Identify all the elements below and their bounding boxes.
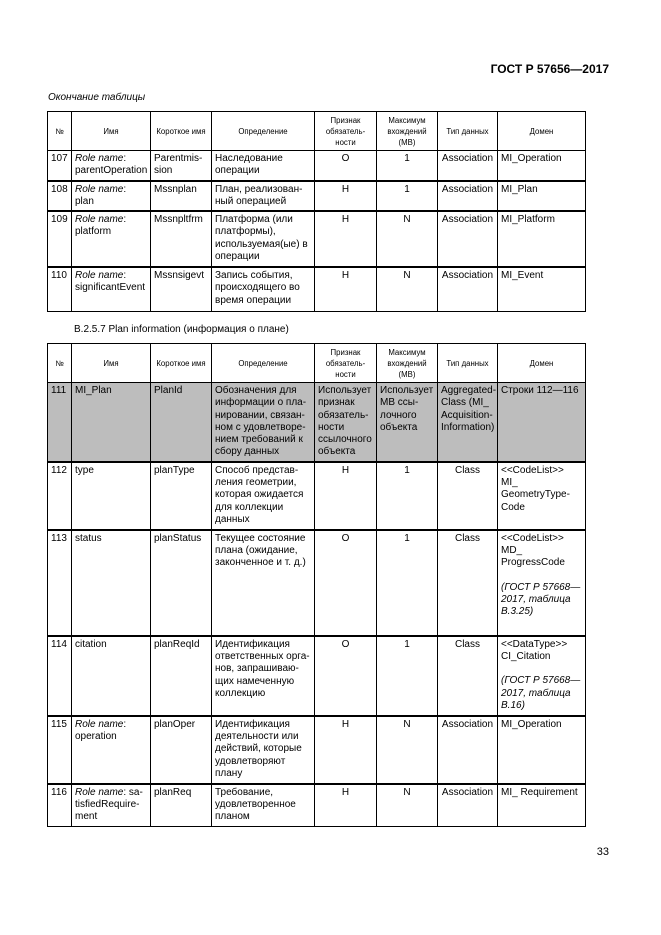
cell-name: [72, 211, 151, 267]
cell-num: 116: [48, 784, 72, 826]
cell-flag: Н: [315, 784, 377, 826]
cell-num: 115: [48, 716, 72, 784]
table-row: [48, 211, 586, 267]
col-header: Признак обязательности: [315, 112, 377, 151]
table-row: [48, 784, 586, 826]
domain-reference: (ГОСТ Р 57668—2017, таблица В.3.25): [501, 581, 581, 618]
cell-short: planReq: [151, 784, 212, 826]
cell-max: N: [377, 267, 438, 311]
cell-num: 107: [48, 151, 72, 181]
col-header: Короткое имя: [151, 344, 212, 383]
page-number: 33: [596, 846, 609, 858]
cell-max: 1: [377, 151, 438, 181]
cell-type: Class: [438, 530, 498, 636]
name-prefix: Role name: [75, 270, 124, 282]
table-row: [48, 151, 586, 181]
col-header: Имя: [72, 344, 151, 383]
domain-reference: (ГОСТ Р 57668—2017, таблица В.16): [501, 675, 581, 711]
cell-type: Association: [438, 151, 498, 181]
col-header: №: [48, 344, 72, 383]
table-row: [48, 267, 586, 311]
cell-def: Наследование операции: [212, 151, 315, 181]
col-header: Домен: [498, 112, 586, 151]
cell-name: [72, 716, 151, 784]
cell-domain: <<CodeList>> MI_ GeometryTypeCode: [498, 462, 586, 530]
cell-flag: О: [315, 530, 377, 636]
cell-short: planStatus: [151, 530, 212, 636]
cell-short: Mssnpltfrm: [151, 211, 212, 267]
cell-num: 109: [48, 211, 72, 267]
cell-max: 1: [377, 530, 438, 636]
cell-domain: MI_ Requirement: [498, 784, 586, 826]
col-header: Тип данных: [438, 112, 498, 151]
cell-num: 108: [48, 181, 72, 212]
cell-name: citation: [72, 636, 151, 716]
cell-short: Mssnplan: [151, 181, 212, 212]
cell-num: 110: [48, 267, 72, 311]
cell-def: Текущее состояние плана (ожидание, законченное и т. д.): [212, 530, 315, 636]
cell-short: planReqId: [151, 636, 212, 716]
table-row: [48, 636, 586, 716]
cell-def: Платформа (или платформы), используемая(ые) в операции: [212, 211, 315, 267]
cell-type: Association: [438, 784, 498, 826]
cell-max: 1: [377, 636, 438, 716]
domain-value: <<DataType>> CI_Citation: [501, 638, 568, 663]
cell-max: 1: [377, 181, 438, 212]
table-row: [48, 383, 586, 462]
cell-flag: Н: [315, 267, 377, 311]
cell-def: Обозначения для информации о планировании, связанном с удовлетворением требований к сбору данных: [212, 383, 315, 462]
cell-name: status: [72, 530, 151, 636]
name-rest: : satisfiedRequirement: [75, 786, 143, 823]
col-header: Домен: [498, 344, 586, 383]
cell-domain: MI_Operation: [498, 716, 586, 784]
col-header: Тип данных: [438, 344, 498, 383]
col-header: Определение: [212, 112, 315, 151]
name-prefix: Role name: [75, 183, 124, 195]
plan-information-table: [47, 343, 586, 827]
cell-def: Идентификация ответственных органов, запрашивающих намеченную коллекцию: [212, 636, 315, 716]
cell-domain: MI_Event: [498, 267, 586, 311]
cell-flag: Н: [315, 462, 377, 530]
cell-num: 112: [48, 462, 72, 530]
cell-name: [72, 151, 151, 181]
table-row: [48, 716, 586, 784]
name-rest: : operation: [75, 718, 127, 743]
cell-type: AggregatedClass (MI_ AcquisitionInformation): [438, 383, 498, 462]
cell-type: Association: [438, 211, 498, 267]
cell-num: 114: [48, 636, 72, 716]
cell-flag: Н: [315, 716, 377, 784]
cell-max: Использует МВ ссылочного объекта: [377, 383, 438, 462]
cell-type: Class: [438, 636, 498, 716]
name-prefix: Role name: [75, 786, 124, 798]
cell-short: planType: [151, 462, 212, 530]
table-caption: Окончание таблицы: [48, 92, 146, 103]
name-rest: : parentOperation: [75, 153, 148, 177]
cell-def: Идентификация деятельности или действий, которые удовлетворяют плану: [212, 716, 315, 784]
cell-name: type: [72, 462, 151, 530]
cell-domain: [498, 636, 586, 716]
cell-type: Association: [438, 267, 498, 311]
table-row: [48, 462, 586, 530]
name-rest: : significantEvent: [75, 270, 146, 294]
standard-number: ГОСТ Р 57656—2017: [490, 62, 609, 76]
cell-flag: Н: [315, 211, 377, 267]
cell-def: План, реализованный операцией: [212, 181, 315, 212]
name-prefix: Role name: [75, 153, 124, 164]
table-row: [48, 181, 586, 212]
cell-type: Class: [438, 462, 498, 530]
cell-max: 1: [377, 462, 438, 530]
table-continuation: [47, 111, 586, 312]
cell-short: Mssnsigevt: [151, 267, 212, 311]
name-prefix: Role name: [75, 214, 124, 226]
cell-num: 111: [48, 383, 72, 462]
cell-short: planOper: [151, 716, 212, 784]
table-header: [48, 344, 586, 383]
col-header: Короткое имя: [151, 112, 212, 151]
domain-value: <<CodeList>> MD_ ProgressCode: [501, 532, 565, 569]
cell-max: N: [377, 211, 438, 267]
cell-type: Association: [438, 716, 498, 784]
cell-domain: MI_Platform: [498, 211, 586, 267]
cell-domain: MI_Operation: [498, 151, 586, 181]
col-header: Имя: [72, 112, 151, 151]
cell-def: Способ представления геометрии, которая ожидается для коллекции данных: [212, 462, 315, 530]
col-header: Определение: [212, 344, 315, 383]
col-header: Признак обязательности: [315, 344, 377, 383]
cell-def: Требование, удовлетворенное планом: [212, 784, 315, 826]
cell-flag: Использует признак обязательности ссылочного объекта: [315, 383, 377, 462]
table-header: [48, 112, 586, 151]
cell-domain: MI_Plan: [498, 181, 586, 212]
cell-flag: О: [315, 636, 377, 716]
cell-max: N: [377, 716, 438, 784]
cell-name: [72, 267, 151, 311]
cell-domain: [498, 530, 586, 636]
col-header: Максимум вхождений (МВ): [377, 344, 438, 383]
col-header: №: [48, 112, 72, 151]
section-title: B.2.5.7 Plan information (информация о плане): [74, 324, 289, 335]
cell-name: [72, 181, 151, 212]
cell-max: N: [377, 784, 438, 826]
cell-flag: Н: [315, 181, 377, 212]
name-rest: : platform: [75, 214, 127, 238]
col-header: Максимум вхождений (МВ): [377, 112, 438, 151]
name-rest: : plan: [75, 183, 127, 207]
cell-domain: Строки 112—116: [498, 383, 586, 462]
table-row: [48, 530, 586, 636]
cell-name: MI_Plan: [72, 383, 151, 462]
cell-name: [72, 784, 151, 826]
cell-num: 113: [48, 530, 72, 636]
cell-type: Association: [438, 181, 498, 212]
cell-short: Parentmission: [151, 151, 212, 181]
cell-def: Запись события, происходящего во время операции: [212, 267, 315, 311]
name-prefix: Role name: [75, 718, 124, 730]
cell-flag: О: [315, 151, 377, 181]
cell-short: PlanId: [151, 383, 212, 462]
